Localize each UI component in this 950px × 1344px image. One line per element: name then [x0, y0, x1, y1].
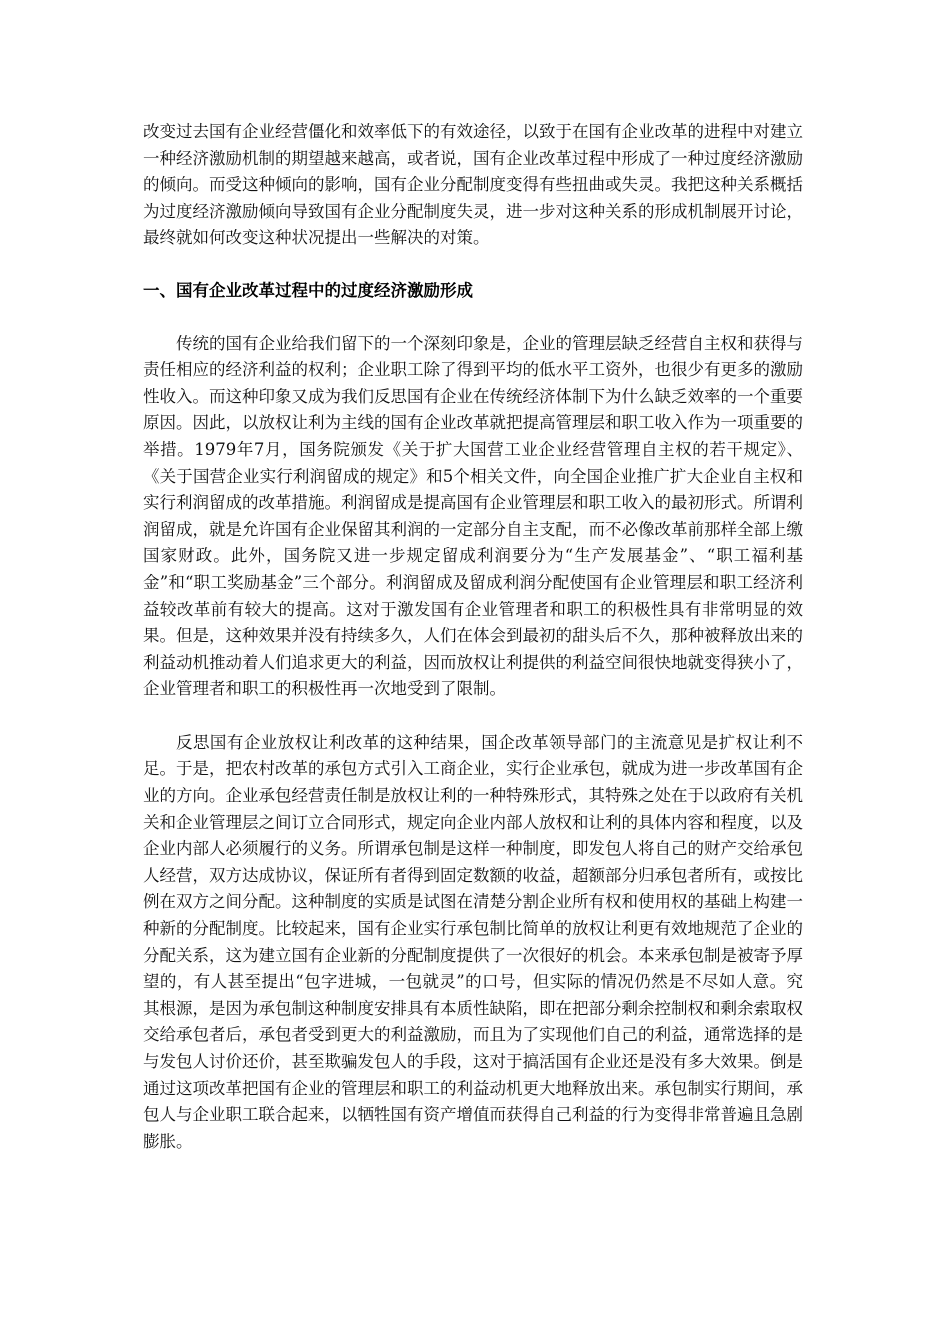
body-paragraph-2: 反思国有企业放权让利改革的这种结果，国企改革领导部门的主流意见是扩权让利不足。于是，把农村改革的承包方式引入工商企业，实行企业承包，就成为进一步改革国有企业的方向。企业承包经营责任制是放权让利的一种特殊形式，其特殊之处在于以政府有关机关和企业管理层之间订立合同形式，规定向企业内部人放权和让利的具体内容和程度，以及企业内部人必须履行的义务。所谓承包制是这样一种制度，即发包人将自己的财产交给承包人经营，双方达成协议，保证所有者得到固定数额的收益，超额部分归承包者所有，或按比例在双方之间分配。这种制度的实质是试图在清楚分割企业所有权和使用权的基础上构建一种新的分配制度。比较起来，国有企业实行承包制比简单的放权让利更有效地规范了企业的分配关系，这为建立国有企业新的分配制度提供了一次很好的机会。本来承包制是被寄予厚望的，有人甚至提出“包字进城，一包就灵”的口号，但实际的情况仍然是不尽如人意。究其根源，是因为承包制这种制度安排具有本质性缺陷，即在把部分剩余控制权和剩余索取权交给承包者后，承包者受到更大的利益激励，而且为了实现他们自己的利益，通常选择的是与发包人讨价还价，甚至欺骗发包人的手段，这对于搞活国有企业还是没有多大效果。倒是通过这项改革把国有企业的管理层和职工的利益动机更大地释放出来。承包制实行期间，承包人与企业职工联合起来，以牺牲国有资产增值而获得自己利益的行为变得非常普遍且急剧膨胀。 [143, 732, 803, 1151]
document-body [143, 119, 803, 1155]
intro-paragraph: 改变过去国有企业经营僵化和效率低下的有效途径，以致于在国有企业改革的进程中对建立一种经济激励机制的期望越来越高，或者说，国有企业改革过程中形成了一种过度经济激励的倾向。而受这种倾向的影响，国有企业分配制度变得有些扭曲或失灵。我把这种关系概括为过度经济激励倾向导致国有企业分配制度失灵，进一步对这种关系的形成机制展开讨论，最终就如何改变这种状况提出一些解决的对策。 [143, 122, 803, 248]
section-heading: 一、国有企业改革过程中的过度经济激励形成 [143, 280, 473, 300]
body-paragraph-1: 传统的国有企业给我们留下的一个深刻印象是，企业的管理层缺乏经营自主权和获得与责任相应的经济利益的权利；企业职工除了得到平均的低水平工资外，也很少有更多的激励性收入。而这种印象又成为我们反思国有企业在传统经济体制下为什么缺乏效率的一个重要原因。因此，以放权让利为主线的国有企业改革就把提高管理层和职工收入作为一项重要的举措。1979年7月，国务院颁发《关于扩大国营工业企业经营管理自主权的若干规定》、《关于国营企业实行利润留成的规定》和5个相关文件，向全国企业推广扩大企业自主权和实行利润留成的改革措施。利润留成是提高国有企业管理层和职工收入的最初形式。所谓利润留成，就是允许国有企业保留其利润的一定部分自主支配，而不必像改革前那样全部上缴国家财政。此外，国务院又进一步规定留成利润要分为“生产发展基金”、“职工福利基金”和“职工奖励基金”三个部分。利润留成及留成利润分配使国有企业管理层和职工经济利益较改革前有较大的提高。这对于激发国有企业管理者和职工的积极性具有非常明显的效果。但是，这种效果并没有持续多久，人们在体会到最初的甜头后不久，那种被释放出来的利益动机推动着人们追求更大的利益，因而放权让利提供的利益空间很快地就变得狭小了，企业管理者和职工的积极性再一次地受到了限制。 [143, 333, 803, 699]
